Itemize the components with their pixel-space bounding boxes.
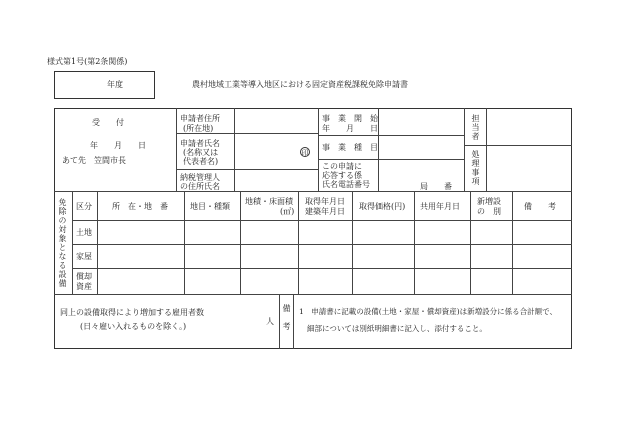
applicant-name-label: 申請者氏名 bbox=[180, 139, 220, 148]
persons-unit: 人 bbox=[266, 317, 274, 326]
year-box bbox=[54, 71, 155, 99]
row-house: 家屋 bbox=[76, 252, 92, 261]
business-type-label: 事 業 種 目 bbox=[322, 143, 378, 152]
col-remarks: 備 考 bbox=[524, 202, 556, 211]
col-category: 区分 bbox=[76, 202, 92, 211]
tax-admin-label: 納税管理人 bbox=[180, 173, 220, 182]
row-land: 土地 bbox=[76, 228, 92, 237]
col-area-unit: (㎡) bbox=[280, 207, 295, 216]
year-label: 年度 bbox=[107, 80, 123, 89]
business-start-date: 年 月 日 bbox=[322, 124, 378, 133]
col-build-date: 建築年月日 bbox=[305, 207, 345, 216]
contact-label: この申請に bbox=[322, 162, 362, 171]
employees-line2: (日々雇い入れるものを除く。) bbox=[80, 322, 187, 331]
form-title: 農村地域工業等導入地区における固定資産税課税免除申請書 bbox=[192, 80, 408, 89]
applicant-address-label: 申請者住所 bbox=[180, 114, 220, 123]
assets-side-label: 免除の対象となる設備 bbox=[58, 198, 67, 288]
reception-date: 年 月 日 bbox=[90, 141, 146, 150]
col-area: 地積・床面積 bbox=[245, 197, 293, 206]
col-price: 取得価格(円) bbox=[359, 202, 406, 211]
row-depreciable: 償却資産 bbox=[76, 272, 92, 291]
addressee: あて先 笠間市長 bbox=[62, 156, 126, 165]
reception-label: 受 付 bbox=[92, 118, 124, 127]
staff-label: 担当者 bbox=[471, 114, 480, 141]
contact-label-2: 応答する係 bbox=[322, 171, 362, 180]
col-new-add: 新増設 bbox=[477, 197, 501, 206]
col-acq-date: 取得年月日 bbox=[305, 197, 345, 206]
col-location: 所 在・地 番 bbox=[112, 202, 168, 211]
form-number: 様式第1号(第2条関係) bbox=[47, 57, 128, 66]
remarks-label: 備考 bbox=[282, 304, 291, 340]
note-line2: 細部については別紙明細書に記入し、添付すること。 bbox=[307, 324, 487, 333]
applicant-address-sub: (所在地) bbox=[183, 124, 214, 133]
processing-label: 処理事項 bbox=[471, 150, 480, 186]
business-start-label: 事 業 開 始 bbox=[322, 114, 378, 123]
employees-line1: 同上の設備取得により増加する雇用者数 bbox=[60, 308, 204, 317]
contact-label-3: 氏名電話番号 bbox=[322, 180, 370, 189]
col-land-type: 地目・種類 bbox=[190, 202, 230, 211]
tax-admin-sub: の住所氏名 bbox=[180, 182, 220, 191]
note-line1: 1 申請書に記載の設備(土地・家屋・償却資産)は新増設分に係る合計額で、 bbox=[299, 307, 557, 316]
applicant-name-sub2: 代表者名) bbox=[183, 157, 219, 166]
col-new-add-sub: の 別 bbox=[477, 207, 501, 216]
bureau-label: 局 番 bbox=[420, 182, 452, 191]
col-service-date: 共用年月日 bbox=[420, 202, 460, 211]
applicant-name-sub1: (名称又は bbox=[183, 148, 219, 157]
seal-mark: 印 bbox=[301, 149, 309, 157]
